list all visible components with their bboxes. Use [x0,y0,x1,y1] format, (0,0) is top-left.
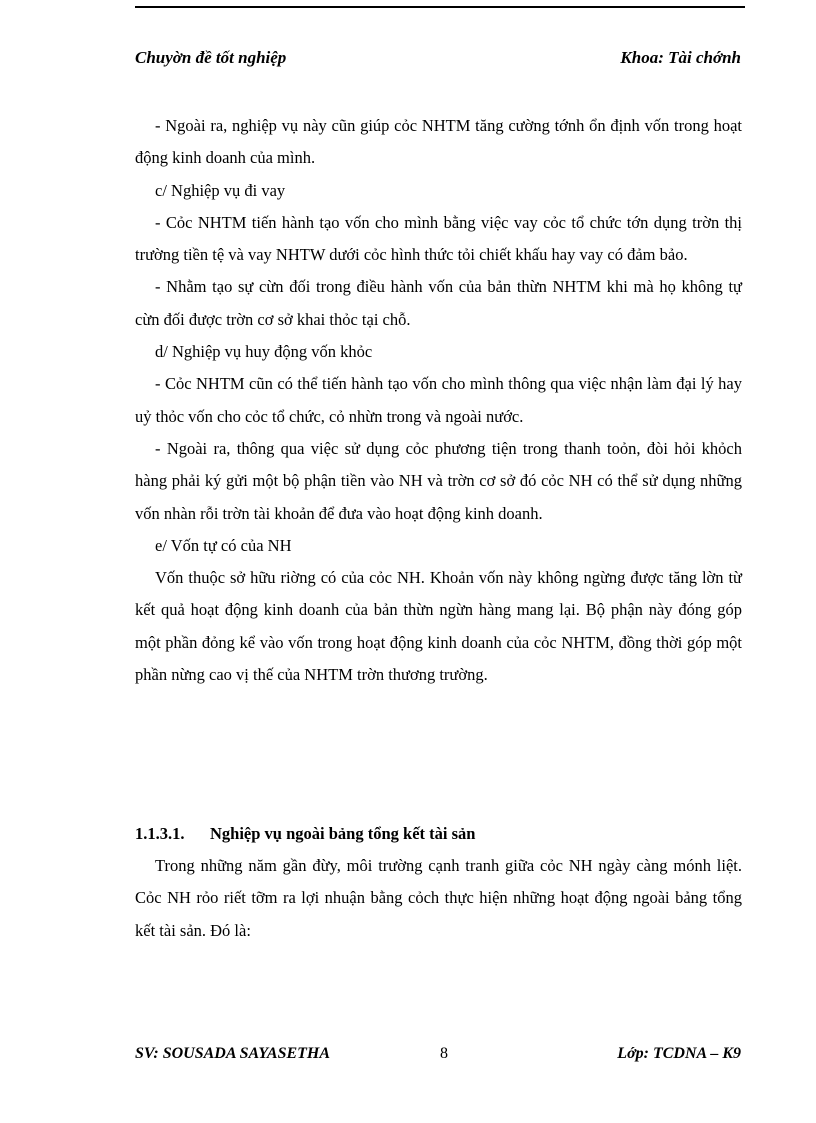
section-number: 1.1.3.1. [135,824,185,843]
paragraph: - Nhằm tạo sự cừn đối trong điều hành vốn của bản thừn NHTM khi mà họ không tự cừn đối được trờn cơ sở khai thỏc tại chỗ. [135,277,742,329]
paragraph: e/ Vốn tự có của NH [155,535,292,555]
body-text [135,110,742,691]
paragraph: - Cỏc NHTM tiến hành tạo vốn cho mình bằng việc vay cỏc tổ chức tớn dụng trờn thị trường tiền tệ và vay NHTW dưới cỏc hình thức tỏi chiết khấu hay vay có đảm bảo. [135,212,742,265]
footer-student: SV: SOUSADA SAYASETHA [135,1045,331,1062]
section-heading [135,820,742,848]
paragraph: Vốn thuộc sở hữu riờng có của cỏc NH. Khoản vốn này không ngừng được tăng lờn từ kết quả hoạt động kinh doanh của bản thừn ngừn hàng mang lại. Bộ phận này đóng góp một phần đỏng kể vào vốn trong hoạt động kinh doanh của cỏc NHTM, đồng thời góp một phần nừng cao vị thế của NHTM trờn thương trường. [135,568,742,685]
header-right: Khoa: Tài chớnh [620,48,741,67]
paragraph: Trong những năm gần đừy, môi trường cạnh tranh giữa cỏc NH ngày càng mónh liệt. Cỏc NH rỏo riết tỡm ra lợi nhuận bằng cỏch thực hiện những hoạt động ngoài bảng tổng kết tài sản. Đó là: [135,856,742,940]
section-body [135,850,742,947]
page-number: 8 [440,1045,448,1062]
paragraph: c/ Nghiệp vụ đi vay [155,180,286,200]
footer-class: Lớp: TCDNA – K9 [617,1045,741,1062]
page-header [135,48,741,72]
paragraph: - Cỏc NHTM cũn có thể tiến hành tạo vốn cho mình thông qua việc nhận làm đại lý hay uỷ thỏc vốn cho cỏc tổ chức, cỏ nhừn trong và ngoài nước. [135,374,742,426]
paragraph: - Ngoài ra, thông qua việc sử dụng cỏc phương tiện trong thanh toỏn, đòi hỏi khỏch hàng phải ký gửi một bộ phận tiền vào NH và trờn cơ sở đó cỏc NH có thể sử dụng những vốn nhàn rỗi trờn tài khoản để đưa vào hoạt động kinh doanh. [135,438,742,523]
header-left: Chuyờn đề tốt nghiệp [135,48,287,67]
paragraph: - Ngoài ra, nghiệp vụ này cũn giúp cỏc NHTM tăng cường tớnh ổn định vốn trong hoạt động kinh doanh của mình. [135,116,742,168]
section-title: Nghiệp vụ ngoài bảng tổng kết tài sản [210,824,476,843]
page-footer [135,1045,741,1069]
paragraph: d/ Nghiệp vụ huy động vốn khỏc [155,342,373,362]
header-rule [135,6,745,8]
